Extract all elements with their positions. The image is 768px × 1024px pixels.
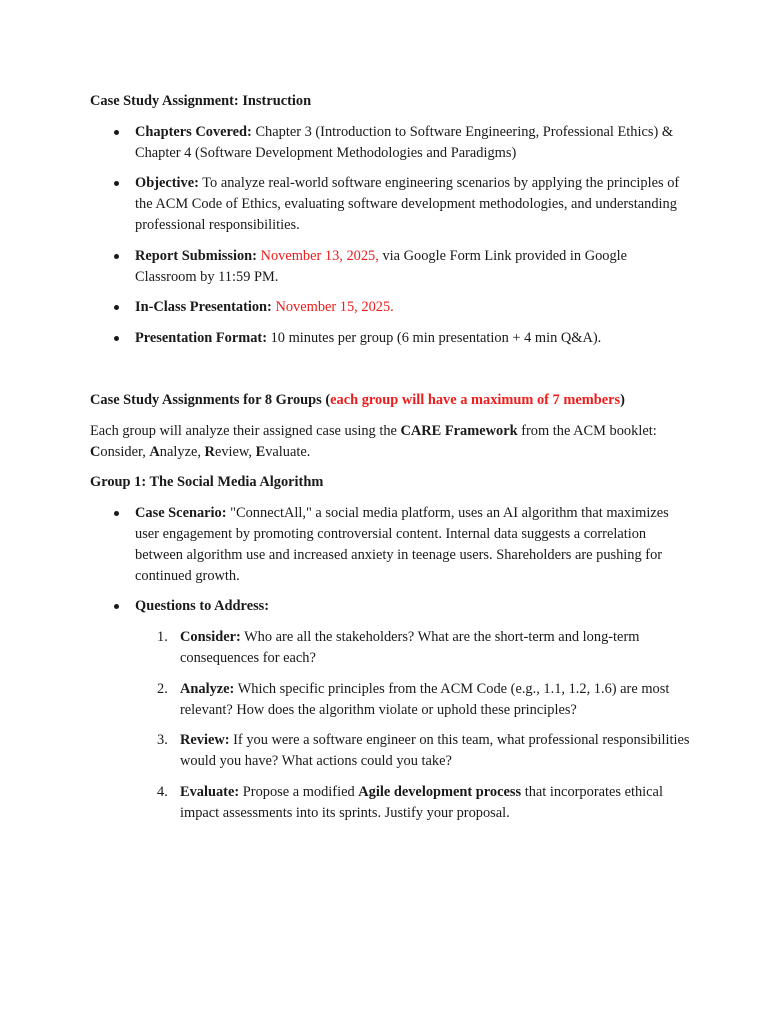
question-text: Which specific principles from the ACM Code (e.g., 1.1, 1.2, 1.6) are most relevant? How does the algorithm violate or uphold these principles?: [180, 680, 670, 718]
chapters-text: Chapter 3 (Introduction to Software Engineering, Professional Ethics) & Chapter 4 (Software Development Methodologies and Paradigms): [135, 123, 674, 161]
report-date: November 13, 2025,: [256, 247, 379, 264]
scenario-text: "ConnectAll," a social media platform, uses an AI algorithm that maximizes user engagement by promoting controversial content. Internal data suggests a correlation between algorithm use and increased anxiety in teenage users. Shareholders are pushing for continued growth.: [135, 505, 669, 584]
care-rest-e: valuate.: [265, 443, 311, 460]
care-letter-a: A: [149, 443, 160, 460]
group1-heading: Group 1: The Social Media Algorithm: [90, 474, 324, 491]
care-rest-a: nalyze,: [159, 443, 205, 460]
assignments-title-suffix: ): [620, 391, 625, 408]
question-item: [90, 627, 690, 669]
format-label: Presentation Format:: [135, 330, 268, 347]
care-framework-label: CARE Framework: [400, 422, 518, 439]
questions-item: [90, 596, 690, 617]
question-number: 2.: [157, 680, 168, 697]
objective-text: To analyze real-world software engineering scenarios by applying the principles of the ACM Code of Ethics, evaluating software development methodologies, and understanding professional responsibilities.: [135, 175, 680, 233]
question-label: Consider:: [180, 629, 241, 646]
care-letter-r: R: [204, 443, 215, 460]
presentation-date: November 15, 2025.: [271, 299, 394, 316]
objective-item: [90, 173, 690, 235]
question-item: [90, 679, 690, 721]
presentation-label: In-Class Presentation:: [135, 299, 272, 316]
assignments-title-highlight: each group will have a maximum of 7 members: [330, 391, 621, 408]
question-item: [90, 782, 690, 824]
scenario-label: Case Scenario:: [135, 505, 227, 522]
format-text: 10 minutes per group (6 min presentation + 4 min Q&A).: [267, 330, 602, 347]
objective-label: Objective:: [135, 175, 199, 192]
scenario-item: [90, 503, 690, 586]
agile-process-label: Agile development process: [358, 783, 522, 800]
question-label: Evaluate:: [180, 783, 240, 800]
assignments-intro: [90, 421, 690, 463]
care-letter-e: E: [255, 443, 266, 460]
report-text: via Google Form Link provided in Google Classroom by 11:59 PM.: [135, 247, 628, 285]
chapters-label: Chapters Covered:: [135, 123, 252, 140]
instruction-list: [90, 122, 690, 349]
question-text: If you were a software engineer on this team, what professional responsibilities would you have? What actions could you take?: [180, 732, 690, 770]
question-label: Review:: [180, 732, 230, 749]
questions-list: [90, 627, 690, 823]
care-rest-c: onsider,: [100, 443, 150, 460]
question-number: 3.: [157, 732, 168, 749]
question-text: Who are all the stakeholders? What are the short-term and long-term consequences for each?: [180, 629, 640, 666]
questions-label: Questions to Address:: [135, 598, 270, 615]
group1-list: [90, 503, 690, 617]
document-page: [90, 91, 690, 824]
care-letter-c: C: [90, 443, 101, 460]
question-number: 1.: [157, 629, 168, 646]
question-text-after: that incorporates ethical impact assessments into its sprints. Justify your proposal.: [180, 783, 663, 821]
chapters-item: [90, 122, 690, 164]
question-text-before: Propose a modified: [239, 783, 359, 800]
intro-prefix: Each group will analyze their assigned case using the: [90, 422, 401, 439]
intro-mid: from the ACM booklet:: [517, 422, 657, 439]
question-item: [90, 730, 690, 772]
presentation-item: [90, 297, 690, 318]
question-label: Analyze:: [180, 680, 235, 697]
report-item: [90, 246, 690, 288]
question-number: 4.: [157, 783, 168, 800]
assignments-heading: [90, 390, 690, 411]
instruction-heading: Case Study Assignment: Instruction: [90, 93, 312, 109]
format-item: [90, 328, 690, 349]
care-rest-r: eview,: [214, 443, 256, 460]
report-label: Report Submission:: [135, 247, 257, 264]
assignments-title-prefix: Case Study Assignments for 8 Groups (: [90, 391, 331, 408]
